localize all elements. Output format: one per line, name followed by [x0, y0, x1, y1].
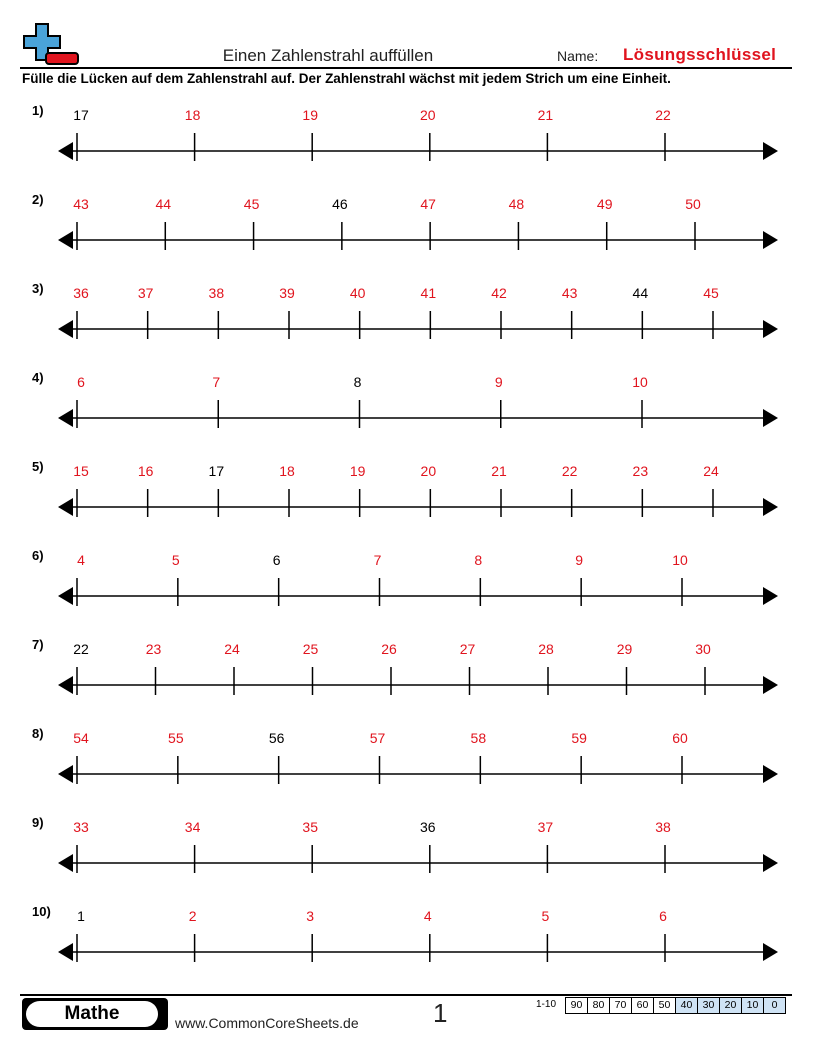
score-cell: 0 — [764, 998, 786, 1014]
answer-number: 24 — [224, 641, 240, 657]
left-arrow-icon — [58, 498, 73, 516]
answer-number: 57 — [369, 730, 386, 746]
answer-number: 5 — [171, 552, 180, 568]
answer-number: 22 — [655, 107, 671, 123]
problem-3 — [0, 281, 816, 361]
problem-9 — [0, 815, 816, 895]
problem-number: 1) — [32, 103, 44, 118]
given-number: 8 — [353, 374, 362, 390]
problem-number: 6) — [32, 548, 44, 563]
given-number: 56 — [268, 730, 285, 746]
right-arrow-icon — [763, 676, 778, 694]
score-cell: 80 — [588, 998, 610, 1014]
left-arrow-icon — [58, 765, 73, 783]
page-number: 1 — [433, 998, 448, 1028]
answer-number: 41 — [420, 285, 437, 301]
problem-10 — [0, 904, 816, 984]
answer-number: 2 — [188, 908, 197, 924]
answer-number: 38 — [208, 285, 225, 301]
answer-number: 28 — [538, 641, 554, 657]
answer-number: 34 — [184, 819, 201, 835]
left-arrow-icon — [58, 854, 73, 872]
answer-number: 3 — [306, 908, 315, 924]
answer-number: 7 — [373, 552, 382, 568]
right-arrow-icon — [763, 320, 778, 338]
answer-number: 6 — [659, 908, 667, 924]
problem-2 — [0, 192, 816, 272]
answer-key-label: Lösungsschlüssel — [623, 45, 777, 64]
answer-number: 54 — [73, 730, 89, 746]
score-cell: 20 — [720, 998, 742, 1014]
answer-number: 37 — [137, 285, 154, 301]
score-cell: 90 — [566, 998, 588, 1014]
answer-number: 23 — [632, 463, 649, 479]
answer-number: 4 — [77, 552, 85, 568]
answer-number: 9 — [575, 552, 584, 568]
answer-number: 5 — [541, 908, 550, 924]
number-line — [0, 815, 816, 895]
answer-number: 15 — [73, 463, 89, 479]
right-arrow-icon — [763, 587, 778, 605]
answer-number: 44 — [155, 196, 172, 212]
name-label: Name: — [557, 48, 599, 64]
answer-number: 43 — [561, 285, 578, 301]
answer-number: 25 — [302, 641, 319, 657]
answer-number: 37 — [537, 819, 554, 835]
answer-number: 35 — [302, 819, 318, 835]
given-number: 36 — [420, 819, 436, 835]
score-table — [565, 997, 786, 1014]
right-arrow-icon — [763, 943, 778, 961]
score-cell: 60 — [632, 998, 654, 1014]
right-arrow-icon — [763, 765, 778, 783]
left-arrow-icon — [58, 409, 73, 427]
number-line — [0, 637, 816, 717]
given-number: 46 — [332, 196, 348, 212]
score-cell: 70 — [610, 998, 632, 1014]
given-number: 22 — [73, 641, 89, 657]
problem-number: 8) — [32, 726, 44, 741]
given-number: 17 — [73, 107, 89, 123]
number-line — [0, 459, 816, 539]
right-arrow-icon — [763, 142, 778, 160]
problem-number: 10) — [32, 904, 51, 919]
answer-number: 24 — [703, 463, 719, 479]
problem-8 — [0, 726, 816, 806]
problem-number: 5) — [32, 459, 44, 474]
answer-number: 58 — [470, 730, 487, 746]
right-arrow-icon — [763, 498, 778, 516]
subject-label: Mathe — [26, 1001, 158, 1027]
left-arrow-icon — [58, 587, 73, 605]
answer-number: 36 — [73, 285, 89, 301]
answer-number: 40 — [349, 285, 366, 301]
instructions: Fülle die Lücken auf dem Zahlenstrahl auf. Der Zahlenstrahl wächst mit jedem Strich um eine Einheit. — [22, 71, 671, 86]
answer-number: 42 — [491, 285, 507, 301]
problem-4 — [0, 370, 816, 450]
answer-number: 23 — [145, 641, 162, 657]
answer-number: 59 — [571, 730, 587, 746]
answer-number: 45 — [703, 285, 719, 301]
left-arrow-icon — [58, 676, 73, 694]
number-line — [0, 103, 816, 183]
left-arrow-icon — [58, 320, 73, 338]
answer-number: 21 — [537, 107, 554, 123]
right-arrow-icon — [763, 231, 778, 249]
left-arrow-icon — [58, 142, 73, 160]
answer-number: 20 — [420, 107, 436, 123]
answer-number: 22 — [561, 463, 578, 479]
answer-number: 10 — [632, 374, 648, 390]
answer-number: 19 — [302, 107, 318, 123]
number-line — [0, 548, 816, 628]
answer-number: 47 — [420, 196, 436, 212]
answer-number: 6 — [77, 374, 85, 390]
problem-number: 3) — [32, 281, 44, 296]
problem-5 — [0, 459, 816, 539]
answer-number: 4 — [423, 908, 432, 924]
header-divider — [20, 67, 792, 69]
problem-number: 2) — [32, 192, 44, 207]
answer-number: 30 — [695, 641, 711, 657]
answer-number: 9 — [494, 374, 503, 390]
given-number: 6 — [272, 552, 281, 568]
answer-number: 38 — [655, 819, 671, 835]
answer-number: 60 — [672, 730, 688, 746]
answer-number: 27 — [459, 641, 476, 657]
number-line — [0, 281, 816, 361]
problem-7 — [0, 637, 816, 717]
number-line — [0, 904, 816, 984]
answer-number: 48 — [508, 196, 525, 212]
given-number: 17 — [208, 463, 225, 479]
number-line — [0, 726, 816, 806]
score-cell: 40 — [676, 998, 698, 1014]
answer-number: 10 — [672, 552, 688, 568]
score-cell: 30 — [698, 998, 720, 1014]
left-arrow-icon — [58, 943, 73, 961]
answer-number: 43 — [73, 196, 89, 212]
answer-number: 8 — [474, 552, 483, 568]
given-number: 1 — [77, 908, 85, 924]
number-line — [0, 192, 816, 272]
left-arrow-icon — [58, 231, 73, 249]
answer-number: 33 — [73, 819, 89, 835]
problem-number: 7) — [32, 637, 44, 652]
answer-number: 39 — [279, 285, 295, 301]
answer-number: 21 — [491, 463, 507, 479]
website-text: www.CommonCoreSheets.de — [175, 1015, 359, 1031]
answer-number: 49 — [596, 196, 613, 212]
answer-number: 20 — [420, 463, 437, 479]
given-number: 44 — [632, 285, 649, 301]
answer-number: 26 — [381, 641, 397, 657]
problem-6 — [0, 548, 816, 628]
score-range-label: 1-10 — [536, 999, 557, 1010]
problem-1 — [0, 103, 816, 183]
answer-number: 45 — [243, 196, 260, 212]
answer-number: 50 — [685, 196, 701, 212]
number-line — [0, 370, 816, 450]
answer-number: 18 — [279, 463, 295, 479]
right-arrow-icon — [763, 409, 778, 427]
answer-number: 16 — [137, 463, 154, 479]
worksheet-title: Einen Zahlenstrahl auffüllen — [222, 46, 434, 65]
answer-number: 29 — [616, 641, 633, 657]
problem-number: 4) — [32, 370, 44, 385]
answer-number: 7 — [212, 374, 221, 390]
right-arrow-icon — [763, 854, 778, 872]
answer-number: 18 — [184, 107, 201, 123]
subject-badge — [22, 998, 168, 1030]
answer-number: 55 — [168, 730, 184, 746]
answer-number: 19 — [349, 463, 366, 479]
footer-divider — [20, 994, 792, 996]
problem-number: 9) — [32, 815, 44, 830]
score-cell: 50 — [654, 998, 676, 1014]
score-cell: 10 — [742, 998, 764, 1014]
